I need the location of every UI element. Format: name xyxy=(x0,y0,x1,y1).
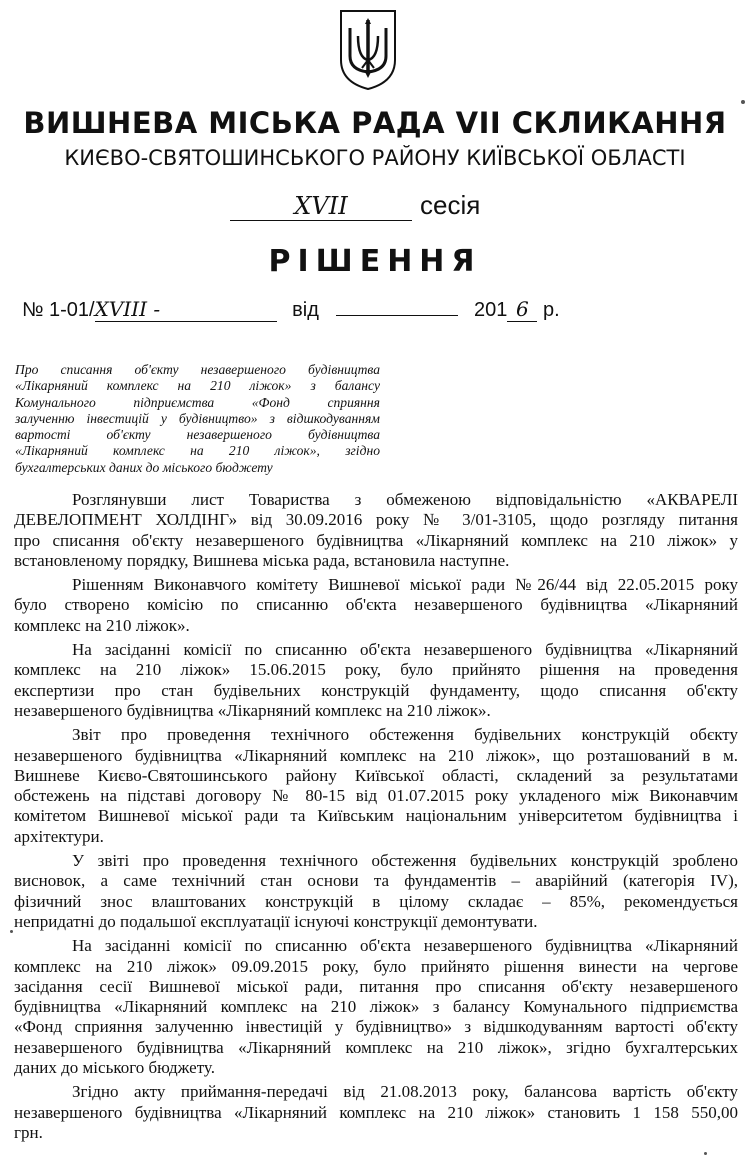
paragraph-line: грн. xyxy=(14,1122,43,1142)
decision-number: XVIII - xyxy=(95,297,277,322)
paragraph-line: «Фонд сприяння залученню інвестицій у будівництво» з відшкодуванням вартості об'єкту xyxy=(14,1017,738,1037)
subject-line: залученню інвестицій у будівництво» з відшкодуванням xyxy=(15,410,380,426)
paragraph-line: ДЕВЕЛОПМЕНТ ХОЛДІНГ» від 30.09.2016 року № 3/01-3105, щодо розгляду питання xyxy=(14,510,738,530)
year-digit: 6 xyxy=(507,297,537,322)
paragraph-line: На засіданні комісії по списанню об'єкта незавершеного будівництва «Лікарняний xyxy=(72,936,738,956)
paragraph-line: даних до міського бюджету. xyxy=(14,1058,215,1078)
paragraph-line: висновок, а саме технічний стан основи та фундаментів – аварійний (категорія IV), xyxy=(14,871,738,891)
paragraph-line: незавершеного будівництва «Лікарняний комплекс на 210 ліжок», що розташований в м. xyxy=(14,745,738,765)
year-suffix: р. xyxy=(542,299,560,321)
paragraph xyxy=(14,1082,738,1143)
decision-number-line xyxy=(22,297,560,322)
paragraph-line: Розглянувши лист Товариства з обмеженою відповідальністю «АКВАРЕЛІ xyxy=(72,490,738,509)
date-blank xyxy=(336,315,458,316)
paragraph-line: незавершеного будівництва «Лікарняний комплекс на 210 ліжок» становить 1 158 550,00 xyxy=(14,1102,738,1122)
paragraph-line: Рішенням Виконавчого комітету Вишневої міської ради №26/44 від 22.05.2015 року xyxy=(72,575,738,595)
paragraph-line: незавершеного будівництва «Лікарняний комплекс на 210 ліжок», згідно бухгалтерських xyxy=(14,1037,738,1057)
paragraph xyxy=(14,851,738,932)
session-line xyxy=(230,190,480,221)
date-label: від xyxy=(292,299,319,321)
paragraph xyxy=(14,640,738,721)
paragraph-line: будівництва «Лікарняний комплекс на 210 ліжок» з балансу Комунального підприємства xyxy=(14,997,738,1017)
subject-line: «Лікарняний комплекс на 210 ліжок» з балансу xyxy=(15,378,380,394)
paragraph-line: комітетом Вишневої міської ради та Київським національним університетом будівництва і xyxy=(14,806,738,826)
subject-line: Про списання об'єкту незавершеного будівництва xyxy=(15,362,380,377)
paragraph-line: Згідно акту приймання-передачі від 21.08.2013 року, балансова вартість об'єкту xyxy=(72,1082,738,1102)
scan-speck xyxy=(741,100,745,104)
subject-line: вартості об'єкту незавершеного будівництва xyxy=(15,427,380,443)
year-prefix: 201 xyxy=(474,299,508,321)
paragraph-line: фізичний знос влаштованих конструкцій в цілому складає – 85%, рекомендується xyxy=(14,891,738,911)
coat-of-arms-icon xyxy=(338,8,398,92)
paragraph-line: Вишневе Києво-Святошинського району Київської області, складений за результатами xyxy=(14,765,738,785)
paragraph-line: Звіт про проведення технічного обстеження будівельних конструкцій обєкту xyxy=(72,725,738,745)
paragraph xyxy=(14,490,738,571)
decision-number-prefix: № 1-01/ xyxy=(22,299,95,321)
district-name: КИЄВО-СВЯТОШИНСЬКОГО РАЙОНУ КИЇВСЬКОЇ ОБЛАСТІ xyxy=(64,146,686,170)
paragraph-line: незавершеного будівництва «Лікарняний комплекс на 210 ліжок». xyxy=(14,700,491,720)
council-name: ВИШНЕВА МІСЬКА РАДА VII СКЛИКАННЯ xyxy=(23,106,727,140)
paragraph-line: архітектури. xyxy=(14,826,104,846)
paragraph-line: експертизи про стан будівельних конструкцій фундаменту, щодо списання об'єкту xyxy=(14,680,738,700)
paragraph-line: комплекс на 210 ліжок». xyxy=(14,615,190,635)
paragraph-line: про списання об'єкту незавершеного будівництва «Лікарняний комплекс на 210 ліжок» у xyxy=(14,530,738,550)
document-body xyxy=(14,490,738,1147)
subject-line: «Лікарняний комплекс на 210 ліжок», згідно xyxy=(15,443,380,459)
paragraph-line: засідання сесії Вишневої міської ради, питання про списання об'єкту незавершеного xyxy=(14,976,738,996)
session-word: сесія xyxy=(420,190,481,220)
paragraph-line: У звіті про проведення технічного обстеження будівельних конструкцій зроблено xyxy=(72,851,738,871)
subject-line: Комунального підприємства «Фонд сприяння xyxy=(15,394,380,410)
paragraph-line: було створено комісію по списанню об'єкта незавершеного будівництва «Лікарняний xyxy=(14,595,738,615)
scan-speck xyxy=(10,930,13,933)
document-title: РІШЕННЯ xyxy=(268,244,482,279)
paragraph-line: встановленому порядку, Вишнева міська рада, встановила наступне. xyxy=(14,550,510,570)
scan-speck xyxy=(704,1152,707,1155)
decision-subject xyxy=(15,362,380,476)
subject-line: бухгалтерських даних до міського бюджету xyxy=(15,459,273,475)
paragraph-line: На засіданні комісії по списанню об'єкта незавершеного будівництва «Лікарняний xyxy=(72,640,738,660)
paragraph xyxy=(14,936,738,1078)
paragraph-line: обстежень на підставі договору № 80-15 від 01.07.2015 року укладеного між Виконавчим xyxy=(14,786,738,806)
paragraph xyxy=(14,575,738,636)
paragraph-line: комплекс на 210 ліжок» 15.06.2015 року, було прийнято рішення на проведення xyxy=(14,660,738,680)
paragraph-line: комплекс на 210 ліжок» 09.09.2015 року, було прийнято рішення винести на чергове xyxy=(14,956,738,976)
paragraph xyxy=(14,725,738,847)
paragraph-line: непридатні до подальшої експлуатації існуючі конструкції демонтувати. xyxy=(14,911,538,931)
session-number: XVII xyxy=(230,192,412,221)
